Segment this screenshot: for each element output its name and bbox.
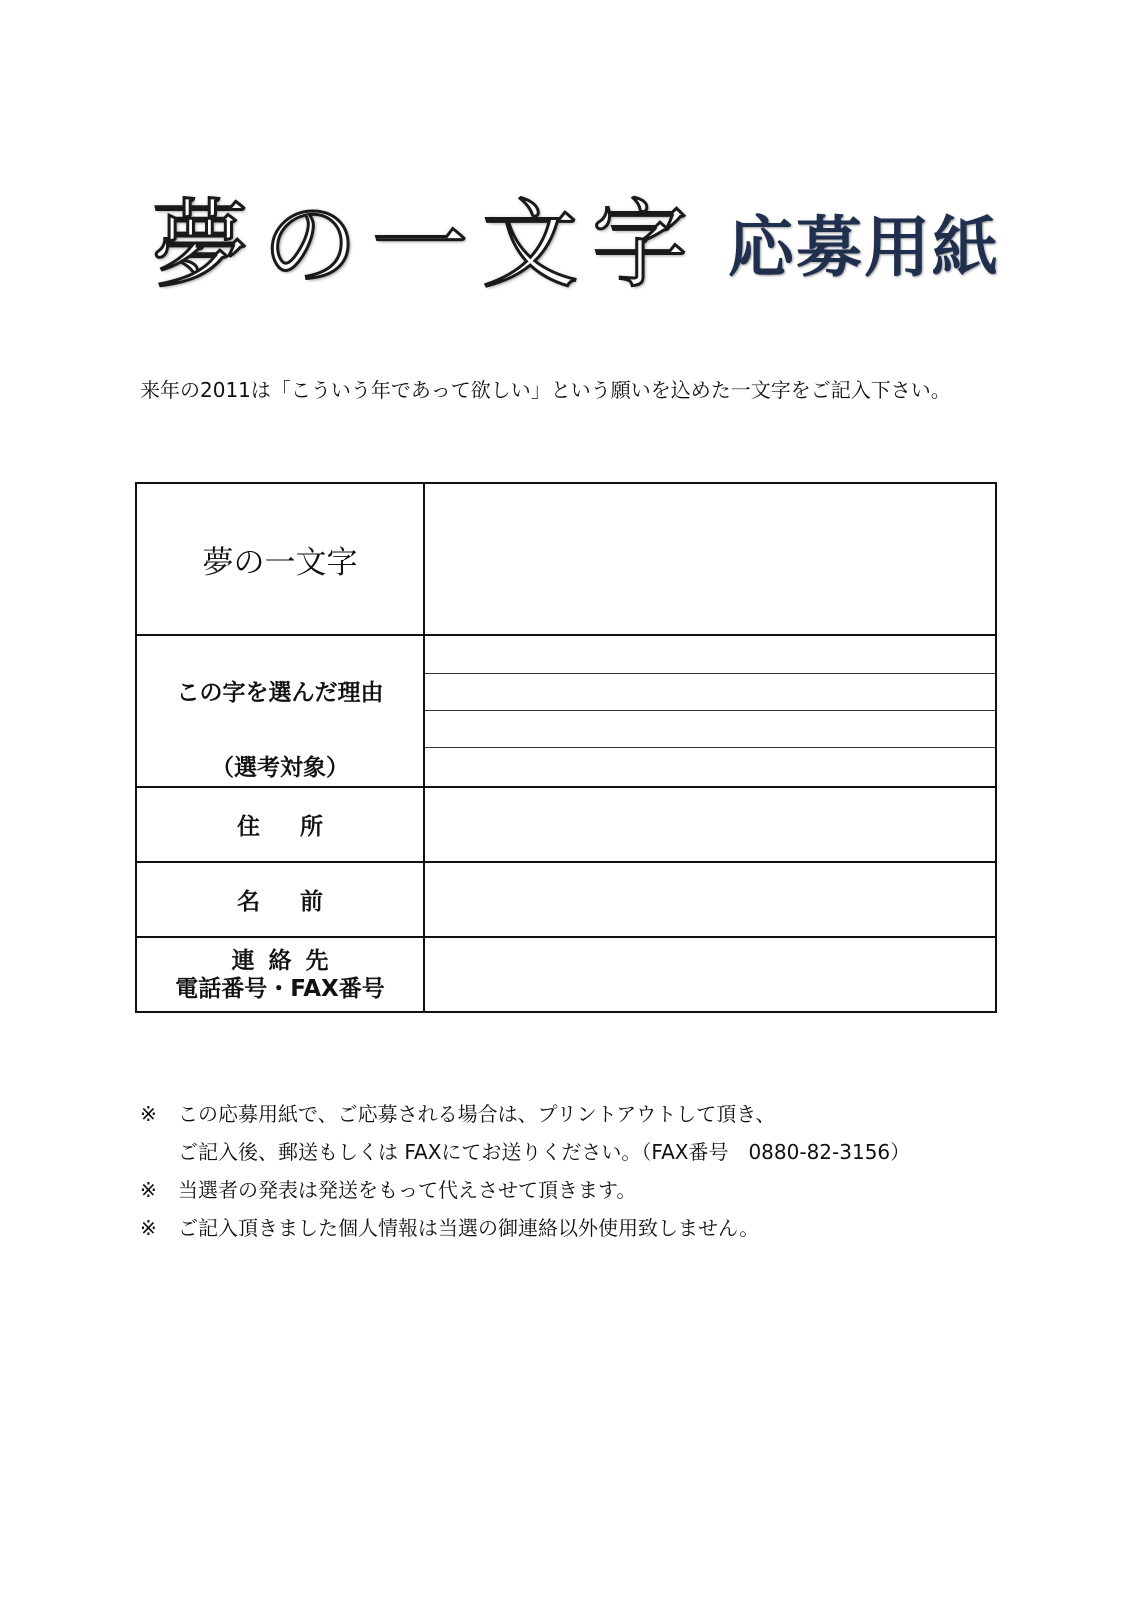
row-reason (136, 635, 996, 787)
field-address[interactable] (424, 787, 996, 862)
label-address (136, 787, 424, 862)
writing-line (425, 747, 995, 748)
label-dream-kanji: 夢の一文字 (136, 483, 424, 635)
note-text: この応募用紙で、ご応募される場合は、プリントアウトして頂き、 (178, 1102, 776, 1126)
title-sub: 応募用紙 (728, 209, 1000, 286)
notes (140, 1095, 910, 1247)
page-title (152, 190, 1012, 310)
label-contact (136, 937, 424, 1012)
note-mark: ※ (140, 1216, 157, 1240)
note-indent (140, 1133, 178, 1171)
note-mark: ※ (140, 1102, 157, 1126)
note-text: ご記入頂きました個人情報は当選の御連絡以外使用致しません。 (178, 1216, 760, 1240)
note-item-continuation (140, 1133, 910, 1171)
row-contact (136, 937, 996, 1012)
note-mark: ※ (140, 1178, 157, 1202)
row-name (136, 862, 996, 937)
row-address (136, 787, 996, 862)
label-name-text: 名前 (237, 889, 363, 915)
application-form (135, 482, 997, 1013)
label-reason-line1: この字を選んだ理由 (176, 680, 384, 706)
note-text: ご記入後、郵送もしくは FAXにてお送りください。（FAX番号 0880-82-3156） (178, 1140, 911, 1164)
label-address-text: 住所 (237, 814, 363, 840)
note-item (140, 1171, 910, 1209)
note-item (140, 1095, 910, 1133)
field-name[interactable] (424, 862, 996, 937)
title-main: 夢の一文字 (152, 189, 702, 301)
note-item (140, 1209, 910, 1247)
field-reason[interactable] (424, 635, 996, 787)
writing-line (425, 710, 995, 711)
field-contact[interactable] (424, 937, 996, 1012)
writing-line (425, 673, 995, 674)
label-reason-line2: （選考対象） (211, 755, 349, 781)
field-dream-kanji[interactable] (424, 483, 996, 635)
label-reason (136, 635, 424, 787)
note-text: 当選者の発表は発送をもって代えさせて頂きます。 (178, 1178, 637, 1202)
label-name (136, 862, 424, 937)
intro-text: 来年の2011は「こういう年であって欲しい」という願いを込めた一文字をご記入下さい。 (140, 378, 951, 402)
label-contact-line1: 連絡先 (231, 947, 343, 974)
label-contact-line2: 電話番号・FAX番号 (175, 975, 385, 1002)
row-dream-kanji (136, 483, 996, 635)
